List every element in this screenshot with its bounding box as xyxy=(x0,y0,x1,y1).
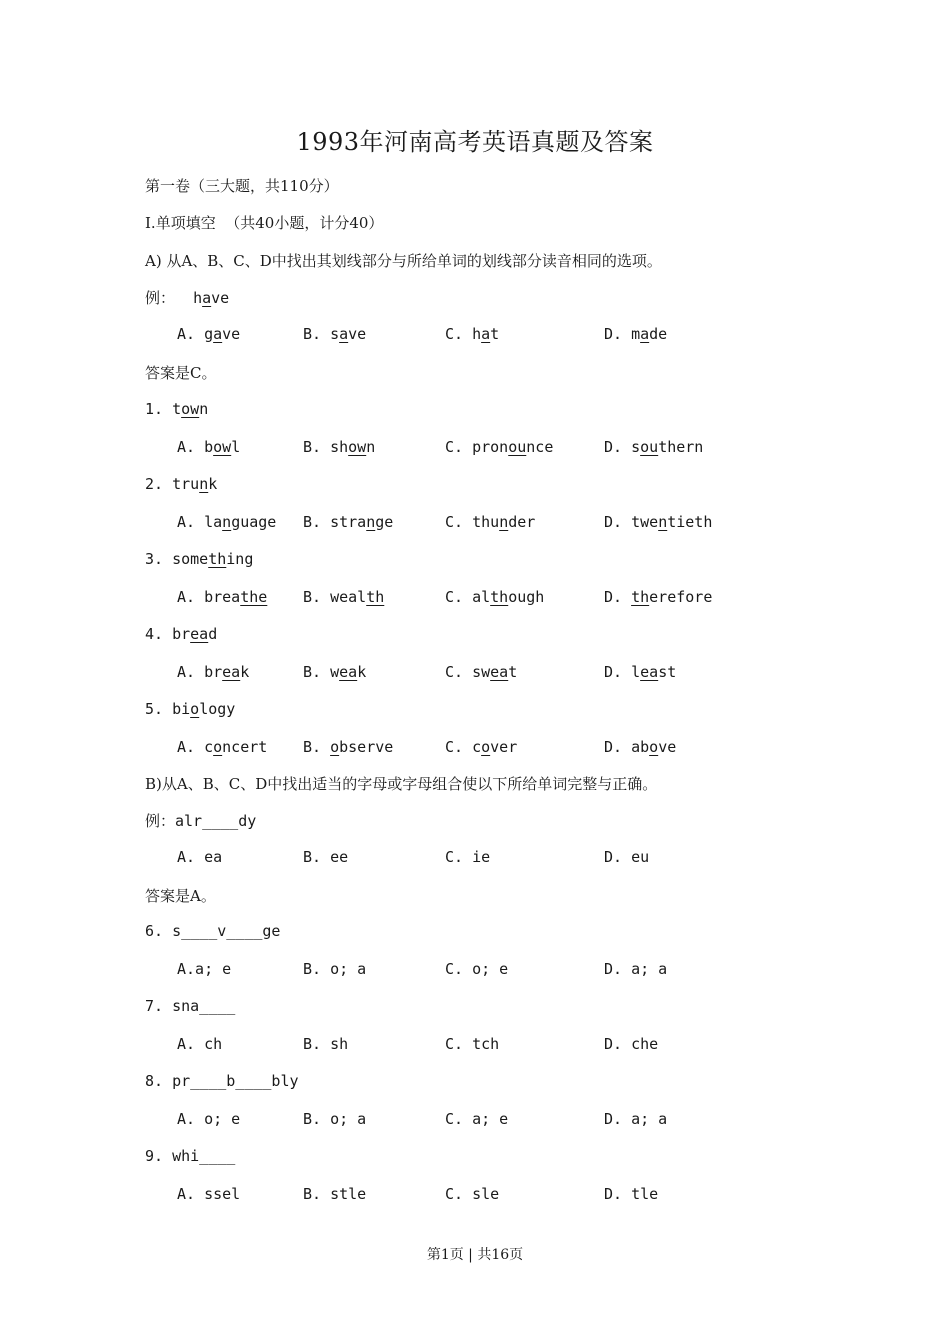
option-b: B. weak xyxy=(303,663,367,681)
option-d: D. made xyxy=(604,325,668,343)
part-a-example-options xyxy=(0,325,950,345)
question-options xyxy=(0,438,950,458)
option-c: C. sle xyxy=(445,1185,500,1203)
question-stem: 7. sna____ xyxy=(145,997,236,1015)
question-options xyxy=(0,663,950,683)
option-d: D. therefore xyxy=(604,588,713,606)
option-d: D. tle xyxy=(604,1185,659,1203)
option-b: B. sh xyxy=(303,1035,349,1053)
question-options xyxy=(0,1110,950,1130)
option-c: C. ie xyxy=(445,848,491,866)
part-one-heading: Ⅰ.单项填空 （共40小题，计分40） xyxy=(145,214,384,232)
question-options xyxy=(0,1185,950,1205)
page-title: 1993年河南高考英语真题及答案 xyxy=(296,128,654,156)
section-header: 第一卷（三大题，共110分） xyxy=(145,177,339,195)
option-a: A. ssel xyxy=(177,1185,241,1203)
option-a: A. ch xyxy=(177,1035,223,1053)
question-stem: 6. s____v____ge xyxy=(145,922,281,940)
option-c: C. a; e xyxy=(445,1110,509,1128)
option-c: C. sweat xyxy=(445,663,518,681)
option-c: C. pronounce xyxy=(445,438,554,456)
question-options xyxy=(0,1035,950,1055)
option-a: A. language xyxy=(177,513,277,531)
question-stem: 3. something xyxy=(145,550,254,568)
option-a: A. break xyxy=(177,663,250,681)
option-d: D. above xyxy=(604,738,677,756)
option-d: D. least xyxy=(604,663,677,681)
question-options xyxy=(0,960,950,980)
option-b: B. observe xyxy=(303,738,394,756)
option-b: B. ee xyxy=(303,848,349,866)
option-d: D. a; a xyxy=(604,960,668,978)
option-b: B. strange xyxy=(303,513,394,531)
option-d: D. southern xyxy=(604,438,704,456)
option-b: B. o; a xyxy=(303,1110,367,1128)
question-stem: 5. biology xyxy=(145,700,236,718)
option-b: B. stle xyxy=(303,1185,367,1203)
question-options xyxy=(0,588,950,608)
option-b: B. wealth xyxy=(303,588,385,606)
option-c: C. hat xyxy=(445,325,500,343)
option-a: A. concert xyxy=(177,738,268,756)
part-b-example-answer: 答案是A。 xyxy=(145,887,216,905)
option-b: B. shown xyxy=(303,438,376,456)
option-d: D. che xyxy=(604,1035,659,1053)
part-b-example-options xyxy=(0,848,950,868)
option-a: A. o; e xyxy=(177,1110,241,1128)
option-a: A. breathe xyxy=(177,588,268,606)
question-stem: 4. bread xyxy=(145,625,218,643)
part-a-example-answer: 答案是C。 xyxy=(145,364,217,382)
page-footer: 第1页 | 共16页 xyxy=(426,1247,524,1263)
option-b: B. o; a xyxy=(303,960,367,978)
option-d: D. a; a xyxy=(604,1110,668,1128)
part-b-example-word: 例：alr____dy xyxy=(145,812,257,830)
option-d: D. eu xyxy=(604,848,650,866)
option-c: C. cover xyxy=(445,738,518,756)
option-a: A. ea xyxy=(177,848,223,866)
option-c: C. thunder xyxy=(445,513,536,531)
question-stem: 8. pr____b____bly xyxy=(145,1072,299,1090)
question-options xyxy=(0,738,950,758)
question-options xyxy=(0,513,950,533)
option-d: D. twentieth xyxy=(604,513,713,531)
option-c: C. although xyxy=(445,588,545,606)
option-b: B. save xyxy=(303,325,367,343)
part-a-instruction: A) 从A、B、C、D中找出其划线部分与所给单词的划线部分读音相同的选项。 xyxy=(145,252,662,270)
option-a: A. bowl xyxy=(177,438,241,456)
question-stem: 9. whi____ xyxy=(145,1147,236,1165)
part-b-instruction: B)从A、B、C、D中找出适当的字母或字母组合使以下所给单词完整与正确。 xyxy=(145,775,658,793)
option-c: C. o; e xyxy=(445,960,509,978)
question-stem: 1. town xyxy=(145,400,209,418)
option-a: A.a; e xyxy=(177,960,232,978)
question-stem: 2. trunk xyxy=(145,475,218,493)
part-a-example-word: 例： have xyxy=(145,289,230,307)
option-a: A. gave xyxy=(177,325,241,343)
option-c: C. tch xyxy=(445,1035,500,1053)
